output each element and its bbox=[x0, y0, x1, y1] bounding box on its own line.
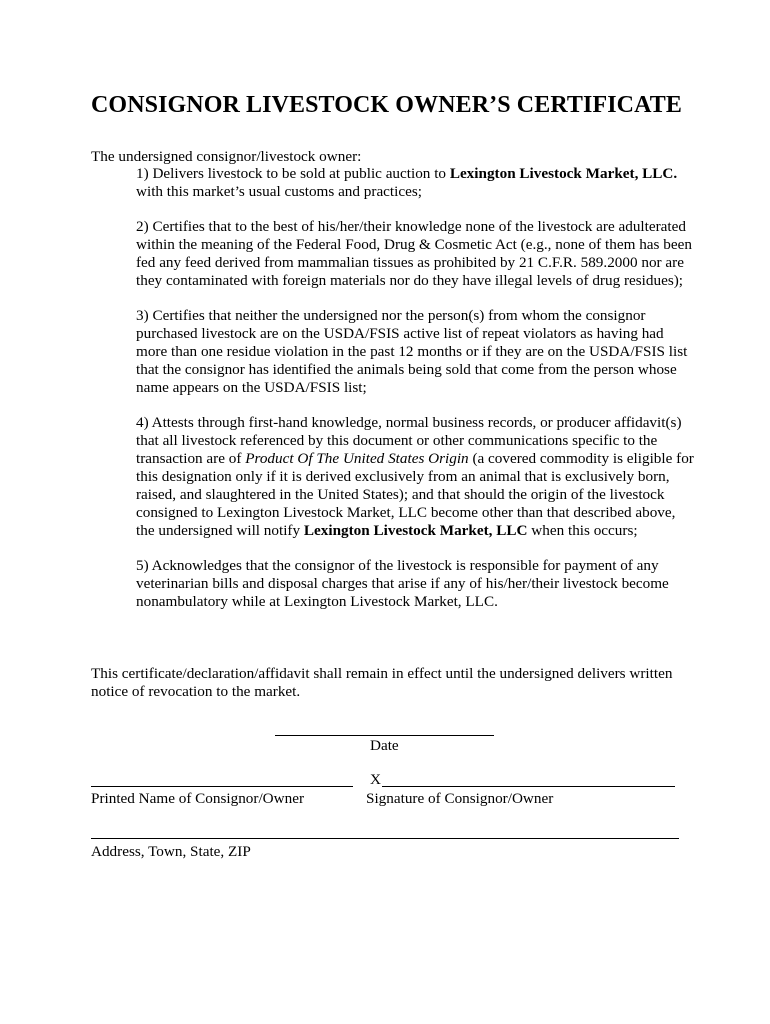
signature-x-mark: X bbox=[370, 771, 381, 788]
item-4-text-e: when this occurs; bbox=[527, 522, 638, 539]
item-1-text-c: with this market’s usual customs and practices; bbox=[136, 183, 422, 200]
certification-item-3 bbox=[136, 307, 696, 397]
date-field-line[interactable] bbox=[275, 735, 494, 736]
item-4-text-a: 4) Attests through first-hand knowledge, normal business records, or producer affidavit(s) that all livestock referenced by this document or other communications specific to the transaction are of bbox=[136, 414, 682, 467]
printed-name-field-line[interactable] bbox=[91, 786, 353, 787]
item-1-text-a: 1) Delivers livestock to be sold at public auction to bbox=[136, 165, 450, 182]
item-4-text-c: (a covered commodity is eligible for this designation only if it is derived exclusively from an animal that is exclusively born, raised, and slaughtered in the United States); and that should the origin of the livestock consigned to Lexington Livestock Market, LLC become other than that described above, the undersigned will notify bbox=[136, 450, 694, 539]
item-4-origin-designation: Product Of The United States Origin bbox=[245, 450, 469, 467]
printed-name-label: Printed Name of Consignor/Owner bbox=[91, 790, 305, 807]
address-label: Address, Town, State, ZIP bbox=[91, 843, 251, 860]
intro-text: The undersigned consignor/livestock owner: bbox=[91, 148, 362, 165]
closing-statement bbox=[91, 665, 691, 701]
certification-item-2 bbox=[136, 218, 696, 290]
item-4-market-name: Lexington Livestock Market, LLC bbox=[303, 522, 528, 539]
certification-item-1 bbox=[136, 165, 696, 201]
signature-field-line[interactable] bbox=[382, 786, 675, 787]
date-label: Date bbox=[370, 737, 399, 754]
item-5-text: 5) Acknowledges that the consignor of the livestock is responsible for payment of any veterinarian bills and disposal charges that arise if any of his/her/their livestock become nonambulatory while at Lexington Livestock Market, LLC. bbox=[136, 557, 669, 610]
certification-item-4 bbox=[136, 414, 696, 540]
closing-text: This certificate/declaration/affidavit shall remain in effect until the undersigned delivers written notice of revocation to the market. bbox=[91, 665, 673, 700]
item-1-market-name: Lexington Livestock Market, LLC. bbox=[449, 165, 678, 182]
signature-label: Signature of Consignor/Owner bbox=[366, 790, 554, 807]
address-field-line[interactable] bbox=[91, 838, 679, 839]
certification-item-5 bbox=[136, 557, 696, 611]
item-2-text: 2) Certifies that to the best of his/her/their knowledge none of the livestock are adulterated within the meaning of the Federal Food, Drug & Cosmetic Act (e.g., none of them has been fed any feed derived from mammalian tissues as prohibited by 21 C.F.R. 589.2000 nor are they contaminated with foreign materials nor do they have illegal levels of drug residues); bbox=[136, 218, 692, 289]
certification-list bbox=[136, 165, 696, 628]
document-title: CONSIGNOR LIVESTOCK OWNER’S CERTIFICATE bbox=[91, 92, 682, 118]
item-3-text: 3) Certifies that neither the undersigned nor the person(s) from whom the consignor purchased livestock are on the USDA/FSIS active list of repeat violators as having had more than one residue violation in the past 12 months or if they are on the USDA/FSIS list that the consignor has identified the animals being sold that come from the person whose name appears on the USDA/FSIS list; bbox=[136, 307, 688, 396]
